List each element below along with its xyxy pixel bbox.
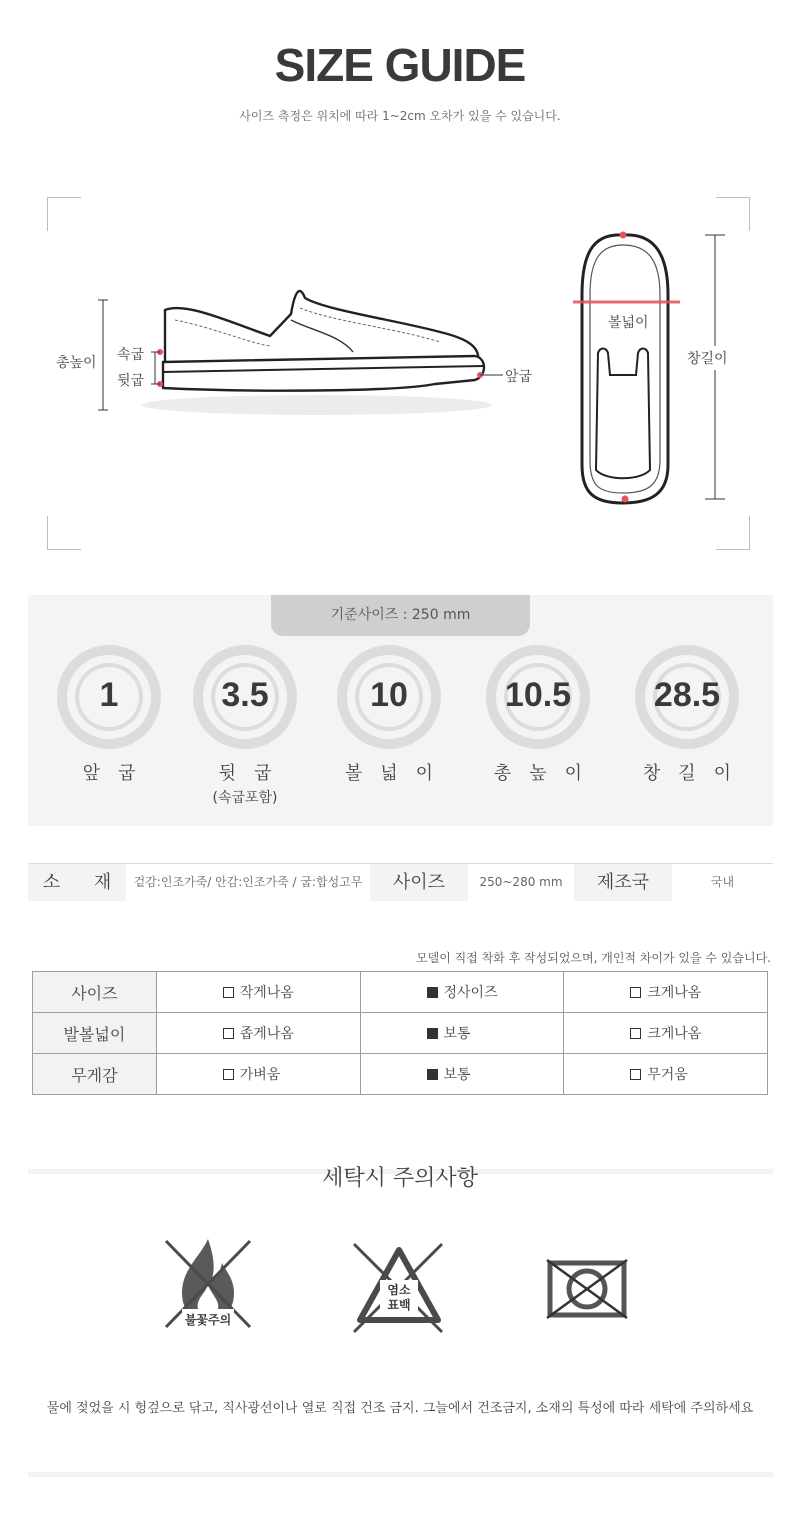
divider	[28, 1472, 773, 1477]
fit-option-label: 보통	[443, 1026, 471, 1042]
no-fire-icon-label: 불꽃주의	[184, 1313, 232, 1327]
spec-origin-value: 국내	[672, 864, 773, 901]
measure-value-back-heel: 3.5	[221, 676, 269, 714]
checkbox-empty-icon	[630, 987, 641, 998]
spec-bar	[28, 863, 773, 901]
checkbox-empty-icon	[630, 1028, 641, 1039]
fit-option	[564, 1013, 768, 1054]
fit-option-label: 크게나옴	[647, 985, 702, 1001]
page-subtitle: 사이즈 측정은 위치에 따라 1~2cm 오차가 있을 수 있습니다.	[239, 109, 561, 123]
fit-option	[156, 972, 360, 1013]
fit-note: 모델이 직접 착화 후 작성되었으며, 개인적 차이가 있을 수 있습니다.	[416, 951, 771, 965]
fit-option	[156, 1013, 360, 1054]
label-back-heel: 뒷굽	[117, 373, 145, 389]
checkbox-empty-icon	[630, 1069, 641, 1080]
fit-option-label: 작게나옴	[239, 985, 294, 1001]
measure-sub-back-heel: (속굽포함)	[212, 790, 278, 806]
spec-material-label: 소 재	[28, 864, 126, 901]
spec-size-value: 250~280 mm	[468, 864, 574, 901]
checkbox-empty-icon	[223, 1069, 234, 1080]
fit-option	[564, 972, 768, 1013]
no-tumble-dry-icon	[545, 1258, 629, 1320]
measure-label-length: 창길이	[642, 763, 750, 784]
checkbox-empty-icon	[223, 987, 234, 998]
fit-option-label: 무거움	[647, 1067, 688, 1083]
reference-size-tab: 기준사이즈 : 250 mm	[271, 595, 530, 636]
fit-row-label: 무게감	[33, 1054, 157, 1095]
label-front-heel: 앞굽	[505, 369, 533, 385]
measure-value-length: 28.5	[653, 676, 721, 714]
measure-value-total-height: 10.5	[504, 676, 572, 714]
measure-label-back-heel: 뒷굽	[218, 763, 290, 784]
spec-origin-label: 제조국	[574, 864, 672, 901]
table-row	[33, 1013, 768, 1054]
label-width: 볼넓이	[608, 315, 649, 331]
fit-option	[564, 1054, 768, 1095]
measure-label-front-heel: 앞굽	[82, 763, 154, 784]
frame-corner	[716, 516, 750, 550]
shoe-side-illustration	[95, 280, 515, 430]
measure-value-front-heel: 1	[99, 676, 119, 714]
label-inner-heel: 속굽	[117, 347, 145, 363]
measure-value-width: 10	[370, 676, 408, 714]
checkbox-filled-icon	[427, 1069, 438, 1080]
measure-label-total-height: 총높이	[493, 763, 601, 784]
fit-option-label: 보통	[443, 1067, 471, 1083]
spec-material-value: 겉감:인조가죽/ 안감:인조가죽 / 굽:합성고무	[126, 864, 370, 901]
fit-option-label: 좁게나옴	[239, 1026, 294, 1042]
fit-option-label: 가벼움	[239, 1067, 281, 1083]
fit-option	[360, 1013, 564, 1054]
page-title: SIZE GUIDE	[274, 39, 526, 91]
table-row	[33, 1054, 768, 1095]
fit-table	[32, 971, 768, 1095]
checkbox-filled-icon	[427, 987, 438, 998]
no-bleach-icon-label-bottom: 표백	[387, 1298, 411, 1312]
fit-row-label: 사이즈	[33, 972, 157, 1013]
label-total-height: 총높이	[56, 355, 97, 371]
frame-corner	[47, 516, 81, 550]
fit-option	[156, 1054, 360, 1095]
frame-corner	[47, 197, 81, 231]
label-length: 창길이	[687, 346, 728, 370]
checkbox-filled-icon	[427, 1028, 438, 1039]
spec-size-label: 사이즈	[370, 864, 468, 901]
washing-title: 세탁시 주의사항	[322, 1166, 478, 1191]
no-bleach-icon-label-top: 염소	[387, 1283, 411, 1297]
measure-label-width: 볼넓이	[344, 763, 452, 784]
table-row	[33, 972, 768, 1013]
fit-row-label: 발볼넓이	[33, 1013, 157, 1054]
checkbox-empty-icon	[223, 1028, 234, 1039]
fit-option-label: 크게나옴	[647, 1026, 702, 1042]
washing-note: 물에 젖었을 시 헝겊으로 닦고, 직사광선이나 열로 직접 건조 금지. 그늘에서 건조금지, 소재의 특성에 따라 세탁에 주의하세요	[46, 1401, 754, 1416]
fit-option-label: 정사이즈	[443, 985, 498, 1001]
fit-option	[360, 972, 564, 1013]
fit-option	[360, 1054, 564, 1095]
